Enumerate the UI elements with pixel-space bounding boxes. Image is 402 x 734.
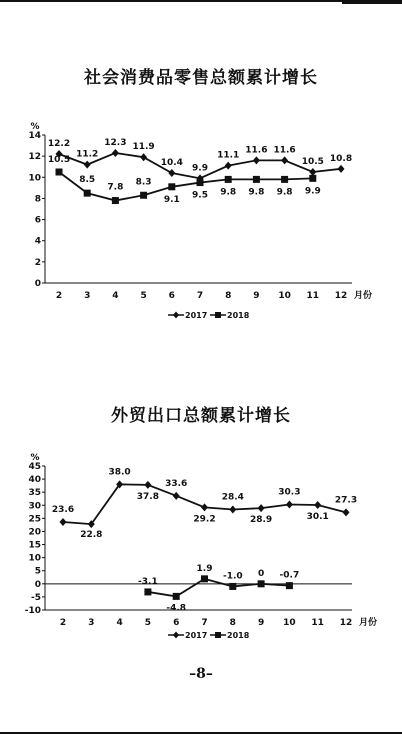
data-point-2017: [84, 161, 91, 169]
y-tick-label: 45: [28, 462, 41, 472]
legend-marker-2018: [215, 632, 221, 638]
data-point-2017: [281, 156, 288, 164]
data-label-2018: 9.8: [220, 187, 237, 198]
x-tick-label: 8: [229, 618, 236, 628]
data-label-2018: -3.1: [138, 576, 158, 587]
data-label-2017: 11.9: [132, 142, 155, 153]
y-tick-label: 6: [34, 215, 41, 226]
data-label-2017: 22.8: [80, 530, 103, 541]
x-tick-label: 6: [173, 618, 180, 628]
data-label-2018: -4.8: [166, 603, 187, 614]
series-line-2018: [148, 579, 290, 597]
legend-marker-2017: [173, 632, 179, 639]
data-point-2018: [229, 583, 236, 590]
data-point-2017: [258, 504, 265, 512]
y-tick-label: -5: [31, 592, 41, 603]
x-unit-label: 月份: [353, 291, 373, 301]
x-tick-label: 12: [339, 618, 353, 628]
data-label-2018: 8.5: [79, 175, 96, 186]
top-rule-tab: [342, 0, 402, 4]
data-label-2017: 27.3: [334, 495, 358, 506]
data-point-2017: [253, 156, 260, 164]
x-tick-label: 2: [55, 291, 63, 301]
data-label-2017: 12.3: [104, 137, 127, 148]
data-label-2018: 7.8: [107, 182, 124, 193]
data-point-2018: [225, 176, 232, 183]
data-label-2018: 0: [257, 568, 265, 579]
data-point-2017: [173, 492, 180, 500]
chart-title-retail: 社会消费品零售总额累计增长: [84, 68, 318, 88]
y-tick-label: -10: [24, 606, 41, 616]
data-label-2018: 8.3: [135, 177, 152, 188]
data-point-2018: [258, 580, 265, 587]
x-tick-label: 5: [140, 291, 147, 301]
data-label-2017: 29.2: [193, 514, 216, 525]
data-point-2018: [197, 179, 204, 186]
data-label-2017: 28.4: [221, 492, 244, 503]
y-tick-label: 20: [28, 527, 41, 538]
data-point-2018: [140, 192, 147, 199]
data-label-2017: 23.6: [51, 505, 75, 516]
x-tick-label: 3: [84, 291, 91, 301]
data-point-2018: [253, 176, 260, 183]
data-point-2017: [201, 503, 208, 511]
x-tick-label: 4: [116, 618, 123, 628]
data-label-2017: 11.1: [217, 150, 240, 161]
x-tick-label: 9: [253, 291, 260, 301]
x-tick-label: 7: [196, 291, 204, 301]
data-label-2017: 9.9: [192, 163, 208, 174]
x-tick-label: 6: [168, 291, 175, 301]
data-label-2017: 30.1: [306, 512, 329, 523]
data-point-2017: [225, 162, 232, 170]
y-tick-label: 4: [34, 236, 41, 247]
data-point-2018: [286, 582, 293, 589]
x-tick-label: 10: [283, 618, 296, 628]
data-point-2018: [168, 183, 175, 190]
data-point-2018: [144, 588, 151, 595]
data-label-2018: -1.0: [222, 571, 243, 582]
x-tick-label: 2: [59, 618, 67, 628]
y-tick-label: 8: [34, 194, 41, 205]
data-label-2018: 9.8: [248, 187, 265, 198]
data-point-2017: [140, 153, 147, 161]
data-point-2017: [60, 518, 67, 526]
data-point-2017: [112, 149, 119, 157]
data-label-2017: 37.8: [136, 491, 160, 502]
legend-label-2017: 2017: [185, 631, 208, 640]
y-tick-label: 35: [28, 488, 41, 499]
y-tick-label: 10: [28, 553, 41, 564]
data-point-2018: [309, 175, 316, 182]
retail-growth-chart: [0, 122, 402, 325]
data-label-2017: 10.8: [329, 153, 353, 164]
data-label-2018: 9.8: [276, 187, 293, 198]
chart-title-export: 外贸出口总额累计增长: [111, 406, 291, 426]
data-point-2018: [84, 190, 91, 197]
y-tick-label: 30: [28, 501, 41, 512]
x-tick-label: 4: [112, 291, 119, 301]
data-label-2018: 9.1: [163, 194, 180, 205]
data-label-2017: 12.2: [47, 139, 71, 150]
data-label-2017: 11.2: [76, 149, 99, 160]
data-label-2017: 10.5: [301, 157, 324, 167]
y-tick-label: 5: [34, 566, 41, 577]
data-point-2017: [286, 500, 293, 508]
y-tick-label: 25: [28, 514, 41, 525]
data-point-2017: [144, 481, 151, 489]
legend-marker-2018: [215, 312, 221, 318]
data-point-2018: [201, 575, 208, 582]
y-tick-label: 0: [34, 279, 41, 289]
data-label-2017: 11.6: [245, 145, 268, 156]
data-label-2018: 10.5: [47, 155, 71, 165]
legend-label-2017: 2017: [185, 311, 208, 320]
legend-label-2018: 2018: [227, 311, 250, 320]
data-label-2017: 38.0: [108, 467, 131, 478]
data-point-2017: [229, 505, 236, 513]
y-tick-label: 40: [28, 475, 41, 486]
data-point-2017: [314, 501, 321, 509]
data-label-2017: 33.6: [165, 478, 188, 489]
y-tick-label: 2: [34, 257, 41, 268]
x-tick-label: 11: [311, 618, 324, 628]
data-point-2018: [173, 593, 180, 600]
y-tick-label: 0: [34, 579, 41, 590]
x-tick-label: 8: [225, 291, 232, 301]
x-tick-label: 12: [334, 291, 348, 301]
x-tick-label: 3: [88, 618, 95, 628]
data-label-2018: 1.9: [196, 563, 213, 574]
x-tick-label: 9: [257, 618, 265, 628]
data-point-2018: [281, 176, 288, 183]
data-point-2017: [343, 508, 350, 516]
data-label-2017: 28.9: [249, 515, 273, 526]
data-label-2017: 10.4: [160, 158, 183, 169]
legend-label-2018: 2018: [227, 631, 250, 640]
y-tick-label: 14: [28, 131, 41, 141]
export-growth-chart: [0, 445, 402, 645]
data-label-2017: 30.3: [278, 487, 301, 498]
page-number: –8–: [189, 666, 213, 682]
x-tick-label: 11: [306, 291, 320, 301]
legend-marker-2017: [173, 312, 179, 319]
data-point-2017: [309, 168, 316, 176]
data-label-2018: 9.5: [192, 190, 208, 201]
data-label-2018: -0.7: [279, 570, 300, 581]
y-tick-label: 15: [28, 540, 41, 551]
data-point-2017: [168, 169, 175, 177]
data-label-2018: 9.9: [304, 186, 321, 197]
x-tick-label: 7: [201, 618, 208, 628]
y-unit-label: %: [30, 453, 40, 463]
x-unit-label: 月份: [358, 618, 378, 628]
data-point-2018: [56, 169, 63, 176]
y-tick-label: 10: [28, 173, 41, 184]
y-tick-label: 12: [28, 152, 41, 163]
data-point-2017: [338, 165, 345, 173]
x-tick-label: 10: [278, 291, 291, 301]
data-point-2018: [112, 197, 119, 204]
data-label-2017: 11.6: [273, 145, 296, 156]
x-tick-label: 5: [144, 618, 152, 628]
y-unit-label: %: [30, 122, 40, 132]
